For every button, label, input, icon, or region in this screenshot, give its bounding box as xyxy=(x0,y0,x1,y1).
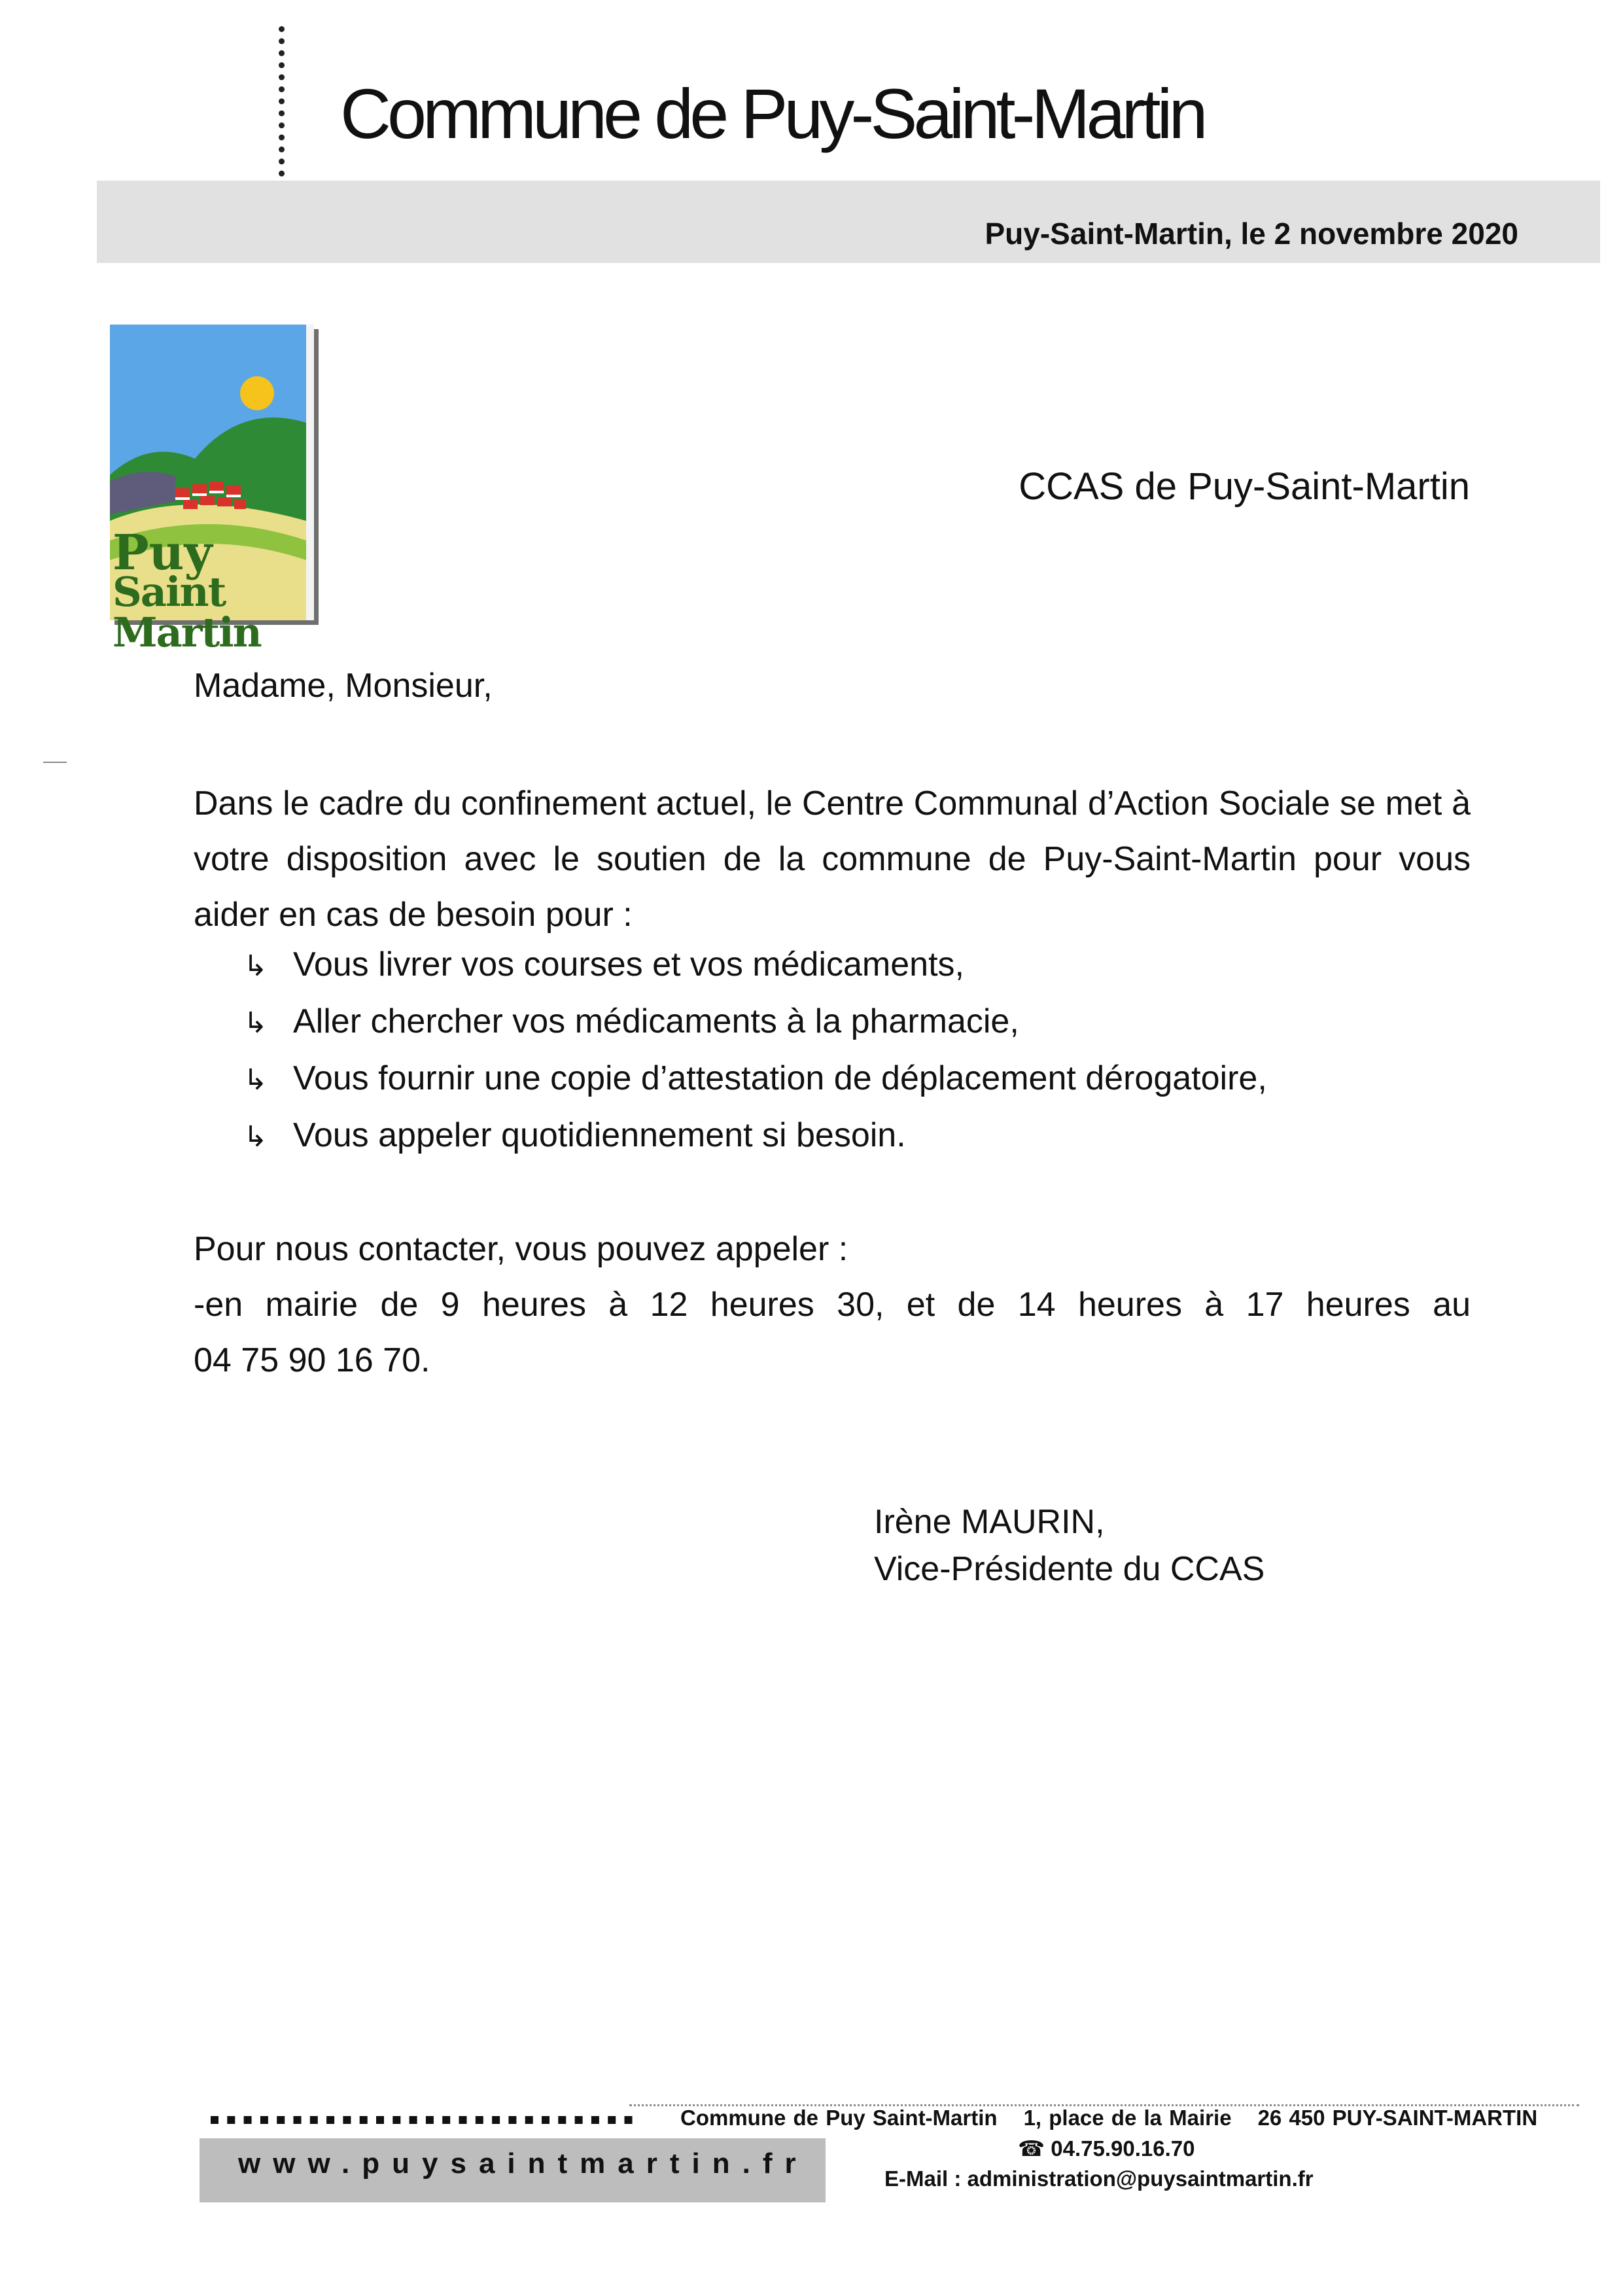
footer-dot xyxy=(492,2116,500,2124)
salutation: Madame, Monsieur, xyxy=(194,667,493,705)
footer-dot xyxy=(211,2116,218,2124)
arrow-icon: ↳ xyxy=(243,1120,268,1154)
logo-text-saint-martin: Saint Martin xyxy=(113,568,261,656)
signature-name: Irène MAURIN, xyxy=(874,1503,1105,1541)
footer-address xyxy=(680,2106,1563,2130)
contact-intro: Pour nous contacter, vous pouvez appeler : xyxy=(194,1230,848,1268)
date-line: Puy-Saint-Martin, le 2 novembre 2020 xyxy=(985,217,1518,251)
arrow-icon: ↳ xyxy=(243,949,268,983)
logo-sun-icon xyxy=(240,376,274,410)
footer-email[interactable]: E-Mail : administration@puysaintmartin.fr xyxy=(884,2166,1314,2191)
signature xyxy=(874,1498,1265,1593)
contact-section xyxy=(194,1222,1471,1388)
footer-dot xyxy=(244,2116,252,2124)
services-list xyxy=(243,937,1267,1165)
footer-dot xyxy=(508,2116,516,2124)
footer-dot xyxy=(326,2116,334,2124)
footer-dot xyxy=(608,2116,616,2124)
commune-logo xyxy=(110,325,314,656)
margin-mark xyxy=(43,762,67,763)
recipient: CCAS de Puy-Saint-Martin xyxy=(1019,465,1470,508)
footer-dot xyxy=(476,2116,483,2124)
footer-dot xyxy=(442,2116,450,2124)
footer-dot xyxy=(343,2116,351,2124)
list-item: ↳ Vous fournir une copie d’attestation de déplacement dérogatoire, xyxy=(243,1051,1267,1108)
footer-dot xyxy=(542,2116,550,2124)
intro-paragraph: Dans le cadre du confinement actuel, le Centre Communal d’Action Sociale se met à votre disposition avec le soutien de la commune de Puy-Saint-Martin pour vous aider en cas de besoin pour : xyxy=(194,785,1471,934)
list-item: ↳ Aller chercher vos médicaments à la pharmacie, xyxy=(243,994,1267,1051)
footer-dot xyxy=(525,2116,533,2124)
contact-hours: -en mairie de 9 heures à 12 heures 30, et de 14 heures à 17 heures au xyxy=(194,1286,1471,1324)
footer-dot xyxy=(591,2116,599,2124)
contact-phone: 04 75 90 16 70. xyxy=(194,1341,430,1379)
footer-dot xyxy=(426,2116,434,2124)
footer-city: 26 450 PUY-SAINT-MARTIN xyxy=(1257,2106,1538,2130)
footer-dot xyxy=(260,2116,268,2124)
footer-dot xyxy=(227,2116,235,2124)
logo-text-puy: Puy xyxy=(113,525,213,581)
footer-dot xyxy=(459,2116,467,2124)
footer-dot xyxy=(393,2116,400,2124)
page-title: Commune de Puy-Saint-Martin xyxy=(340,74,1204,153)
footer-dot xyxy=(360,2116,368,2124)
footer-street: 1, place de la Mairie xyxy=(1023,2106,1232,2130)
footer-dot xyxy=(558,2116,566,2124)
website-link[interactable]: www.puysaintmartin.fr xyxy=(238,2147,809,2180)
list-item: ↳ Vous livrer vos courses et vos médicaments, xyxy=(243,937,1267,994)
signature-role: Vice-Présidente du CCAS xyxy=(874,1550,1265,1588)
footer-dot xyxy=(277,2116,285,2124)
footer-dot xyxy=(294,2116,302,2124)
footer-org: Commune de Puy Saint-Martin xyxy=(680,2106,998,2130)
arrow-icon: ↳ xyxy=(243,1063,268,1097)
arrow-icon: ↳ xyxy=(243,1006,268,1040)
footer-dot xyxy=(575,2116,583,2124)
footer-dotted-bar xyxy=(211,2115,642,2125)
footer-phone: ☎ 04.75.90.16.70 xyxy=(1018,2136,1195,2161)
footer-dot xyxy=(410,2116,417,2124)
footer-dot xyxy=(376,2116,384,2124)
footer-dot xyxy=(625,2116,633,2124)
footer-dot xyxy=(310,2116,318,2124)
list-item: ↳ Vous appeler quotidiennement si besoin. xyxy=(243,1108,1267,1165)
